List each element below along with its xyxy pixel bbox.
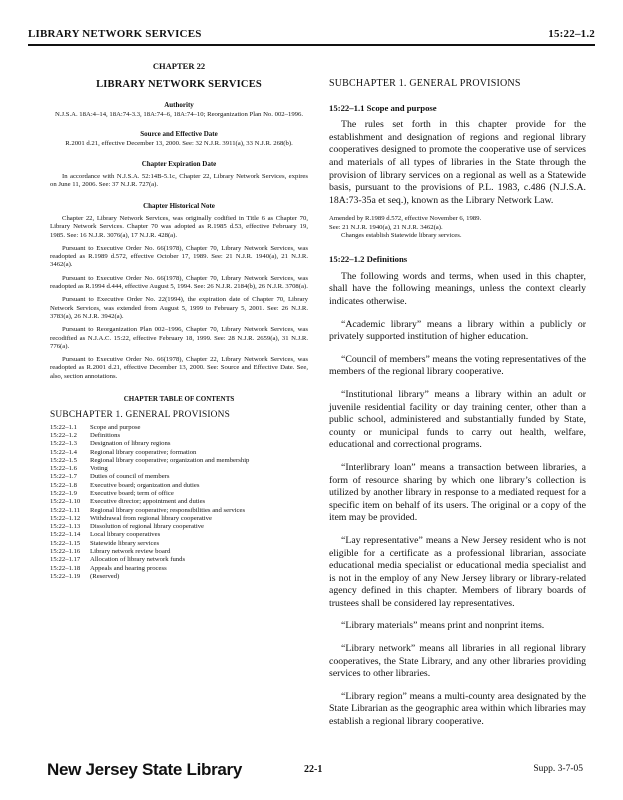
subchapter-title: SUBCHAPTER 1. GENERAL PROVISIONS <box>329 78 521 89</box>
toc-entry-number: 15:22–1.1 <box>50 423 77 431</box>
amend-changes: Changes establish Statewide library services. <box>341 231 462 239</box>
toc-entry <box>50 573 308 581</box>
chapter-title: LIBRARY NETWORK SERVICES <box>96 79 262 91</box>
section-heading: 15:22–1.2 Definitions <box>329 254 408 265</box>
definition-paragraph: The following words and terms, when used in this chapter, shall have the following meanings, unless the context clearly indicates otherwise. <box>329 270 586 308</box>
toc-entry-number: 15:22–1.19 <box>50 572 81 580</box>
definition-paragraph: “Library network” means all libraries in all regional library cooperatives, the State Library, and any other libraries providing services to other libraries. <box>329 643 586 680</box>
toc-entry-title: Designation of library regions <box>90 440 171 448</box>
toc-entry <box>50 548 308 556</box>
amend-see: See: 21 N.J.R. 1940(a), 21 N.J.R. 3462(a). <box>329 223 443 231</box>
publisher-name: New Jersey State Library <box>47 760 243 779</box>
toc-entry <box>50 440 308 448</box>
toc-entry <box>50 531 308 539</box>
definition-paragraph: “Institutional library” means a library within an adult or juvenile residential facility or day training center, other than a public school, administered and substantially funded by State, county or municipal funds to carry out health, welfare, educational and correctional programs. <box>329 388 586 451</box>
toc-entry-number: 15:22–1.8 <box>50 481 77 489</box>
toc-entry <box>50 515 308 523</box>
toc-entry-title: Regional library cooperative; formation <box>90 448 197 456</box>
toc-entry-title: Regional library cooperative; responsibilities and services <box>90 506 246 514</box>
right-column <box>329 50 586 729</box>
history-paragraphs <box>50 215 308 381</box>
history-paragraph: Pursuant to Executive Order No. 66(1978), Chapter 70, Library Network Services, was readopted as R.1989 d.572, effective October 17, 1989. See: 21 N.J.R. 1940(a), 21 N.J.R. 3462(a). <box>50 244 308 269</box>
toc-entry <box>50 490 308 498</box>
history-paragraph: Pursuant to Executive Order No. 22(1994), the expiration date of Chapter 70, Library Network Services, was extended from August 5, 1999 to February 5, 2001. See: 26 N.J.R. 3783(a), 26 N.J.R. 3942(a). <box>50 296 308 320</box>
toc-entry <box>50 424 308 432</box>
toc-entry-number: 15:22–1.10 <box>50 498 81 506</box>
toc-entry-number: 15:22–1.6 <box>50 465 77 473</box>
supplement-date: Supp. 3-7-05 <box>533 764 583 774</box>
toc-entry <box>50 457 308 465</box>
expiration-heading: Chapter Expiration Date <box>141 159 217 168</box>
toc-entry-number: 15:22–1.17 <box>50 556 81 564</box>
history-paragraph: Pursuant to Reorganization Plan 002–1996, Chapter 70, Library Network Services, was recodified as N.J.A.C. 15:22, effective February 18, 1999. See: 28 N.J.R. 2659(a), 31 N.J.R. 776(a). <box>50 326 308 350</box>
toc-entry-number: 15:22–1.9 <box>50 489 77 497</box>
source-text: R.2001 d.21, effective December 13, 2000. See: 32 N.J.R. 3911(a), 33 N.J.R. 268(b). <box>65 140 293 148</box>
toc-entry-number: 15:22–1.16 <box>50 548 81 556</box>
page-number: 22-1 <box>304 764 323 775</box>
section-text: The rules set forth in this chapter provide for the establishment and designation of regions and regional library cooperatives designed to promote the cooperative use of services and materials of all types of libraries in the State through the provision of library services on a regional as well as a Statewide basis, pursuant to the provisions of P.L. 1983, c.486 (N.J.S.A. 18A:73-35a et seq.), known as the Library Network Law. <box>329 119 586 206</box>
toc-entry-number: 15:22–1.4 <box>50 448 77 456</box>
header-rule <box>28 44 595 46</box>
toc-entry-title: Executive board; organization and duties <box>90 481 200 489</box>
toc-entry-title: Library network review board <box>90 548 171 556</box>
toc-entry-number: 15:22–1.14 <box>50 531 81 539</box>
toc-entry <box>50 540 308 548</box>
toc-entry-title: Dissolution of regional library cooperative <box>90 523 205 531</box>
toc-entry-number: 15:22–1.18 <box>50 564 81 572</box>
amendment-note <box>329 215 586 240</box>
toc-entry-title: Executive board; term of office <box>90 489 174 497</box>
toc-entry <box>50 507 308 515</box>
toc-subchapter: SUBCHAPTER 1. GENERAL PROVISIONS <box>50 410 231 421</box>
expiration-text: In accordance with N.J.S.A. 52:14B-5.1c, Chapter 22, Library Network Services, expires on June 11, 2006. See: 37 N.J.R. 727(a). <box>50 173 308 189</box>
definition-paragraph: “Interlibrary loan” means a transaction between libraries, a form of resource sharing by which one library’s collection is utilized by another library in response to a mediated request for a specific item on behalf of its users. The original or a copy of the item may be provided. <box>329 461 586 524</box>
table-of-contents <box>50 424 308 582</box>
section-heading: 15:22–1.1 Scope and purpose <box>329 102 437 113</box>
toc-entry-number: 15:22–1.3 <box>50 440 77 448</box>
definitions <box>329 271 586 729</box>
toc-entry <box>50 473 308 481</box>
toc-entry <box>50 556 308 564</box>
source-heading: Source and Effective Date <box>140 130 218 139</box>
toc-entry <box>50 482 308 490</box>
toc-entry <box>50 432 308 440</box>
header-title: LIBRARY NETWORK SERVICES <box>28 28 202 40</box>
toc-entry-title: Scope and purpose <box>90 423 141 431</box>
toc-entry <box>50 465 308 473</box>
toc-entry-title: Appeals and hearing process <box>90 564 167 572</box>
authority-heading: Authority <box>164 100 194 109</box>
toc-entry-title: Statewide library services <box>90 539 160 547</box>
toc-heading: CHAPTER TABLE OF CONTENTS <box>123 395 235 404</box>
left-column <box>50 50 308 581</box>
toc-entry-title: (Reserved) <box>90 572 120 580</box>
chapter-number: CHAPTER 22 <box>152 61 206 71</box>
toc-entry <box>50 498 308 506</box>
toc-entry-title: Duties of council of members <box>90 473 170 481</box>
toc-entry <box>50 565 308 573</box>
toc-entry-title: Local library cooperatives <box>90 531 161 539</box>
toc-entry <box>50 523 308 531</box>
history-paragraph: Pursuant to Executive Order No. 66(1978), Chapter 70, Library Network Services, was readopted as R.1994 d.444, effective August 5, 1994. See: 26 N.J.R. 2184(b), 26 N.J.R. 3708(a). <box>50 274 308 291</box>
toc-entry-number: 15:22–1.7 <box>50 473 77 481</box>
definition-paragraph: “Lay representative” means a New Jersey resident who is not eligible for a certificate as a professional librarian, associate educational media specialist or educational media specialist and is not in the employ of any New Jersey library or library-related agency defined in this chapter. Members of library boards of trustees shall be considered lay representatives. <box>329 534 586 609</box>
toc-entry-title: Executive director; appointment and duties <box>90 498 206 506</box>
toc-entry-number: 15:22–1.2 <box>50 431 77 439</box>
toc-entry-title: Withdrawal from regional library cooperative <box>90 514 212 522</box>
history-paragraph: Pursuant to Executive Order No. 66(1978), Chapter 22, Library Network Services, was readopted as R.2001 d.21, effective December 13, 2000. See: Source and Effective Date. See, also, section annotations. <box>50 356 308 380</box>
toc-entry-title: Allocation of library network funds <box>90 556 186 564</box>
toc-entry-number: 15:22–1.5 <box>50 456 77 464</box>
definition-paragraph: “Library region” means a multi-county area designated by the State Librarian as the geographic area within which libraries may establish a regional library cooperative. <box>329 690 586 728</box>
running-header <box>28 26 595 44</box>
toc-entry-number: 15:22–1.15 <box>50 539 81 547</box>
toc-entry-title: Voting <box>90 465 108 473</box>
toc-entry-title: Definitions <box>90 431 121 439</box>
amend-line: Amended by R.1989 d.572, effective November 6, 1989. <box>329 215 482 223</box>
header-section: 15:22–1.2 <box>548 28 595 40</box>
toc-entry-title: Regional library cooperative; organization and membership <box>90 456 250 464</box>
toc-entry-number: 15:22–1.11 <box>50 506 81 514</box>
history-heading: Chapter Historical Note <box>143 201 215 210</box>
definition-paragraph: “Academic library” means a library within a publicly or privately supported institution of higher education. <box>329 318 586 343</box>
authority-text: N.J.S.A. 18A:4–14, 18A:74-3.3, 18A:74–6, 18A:74–10; Reorganization Plan No. 002–1996. <box>54 110 304 118</box>
toc-entry-number: 15:22–1.13 <box>50 523 81 531</box>
definition-paragraph: “Council of members” means the voting representatives of the members of the regional library cooperative. <box>329 353 586 378</box>
toc-entry-number: 15:22–1.12 <box>50 514 81 522</box>
definition-paragraph: “Library materials” means print and nonprint items. <box>341 620 545 632</box>
history-paragraph: Chapter 22, Library Network Services, was originally codified in Title 6 as Chapter 70, Library Network Services. Chapter 70 was adopted as R.1985 d.53, effective February 19, 1985. See: 16 N.J.R. 3076(a), 17 N.J.R. 428(a). <box>50 214 308 239</box>
toc-entry <box>50 449 308 457</box>
